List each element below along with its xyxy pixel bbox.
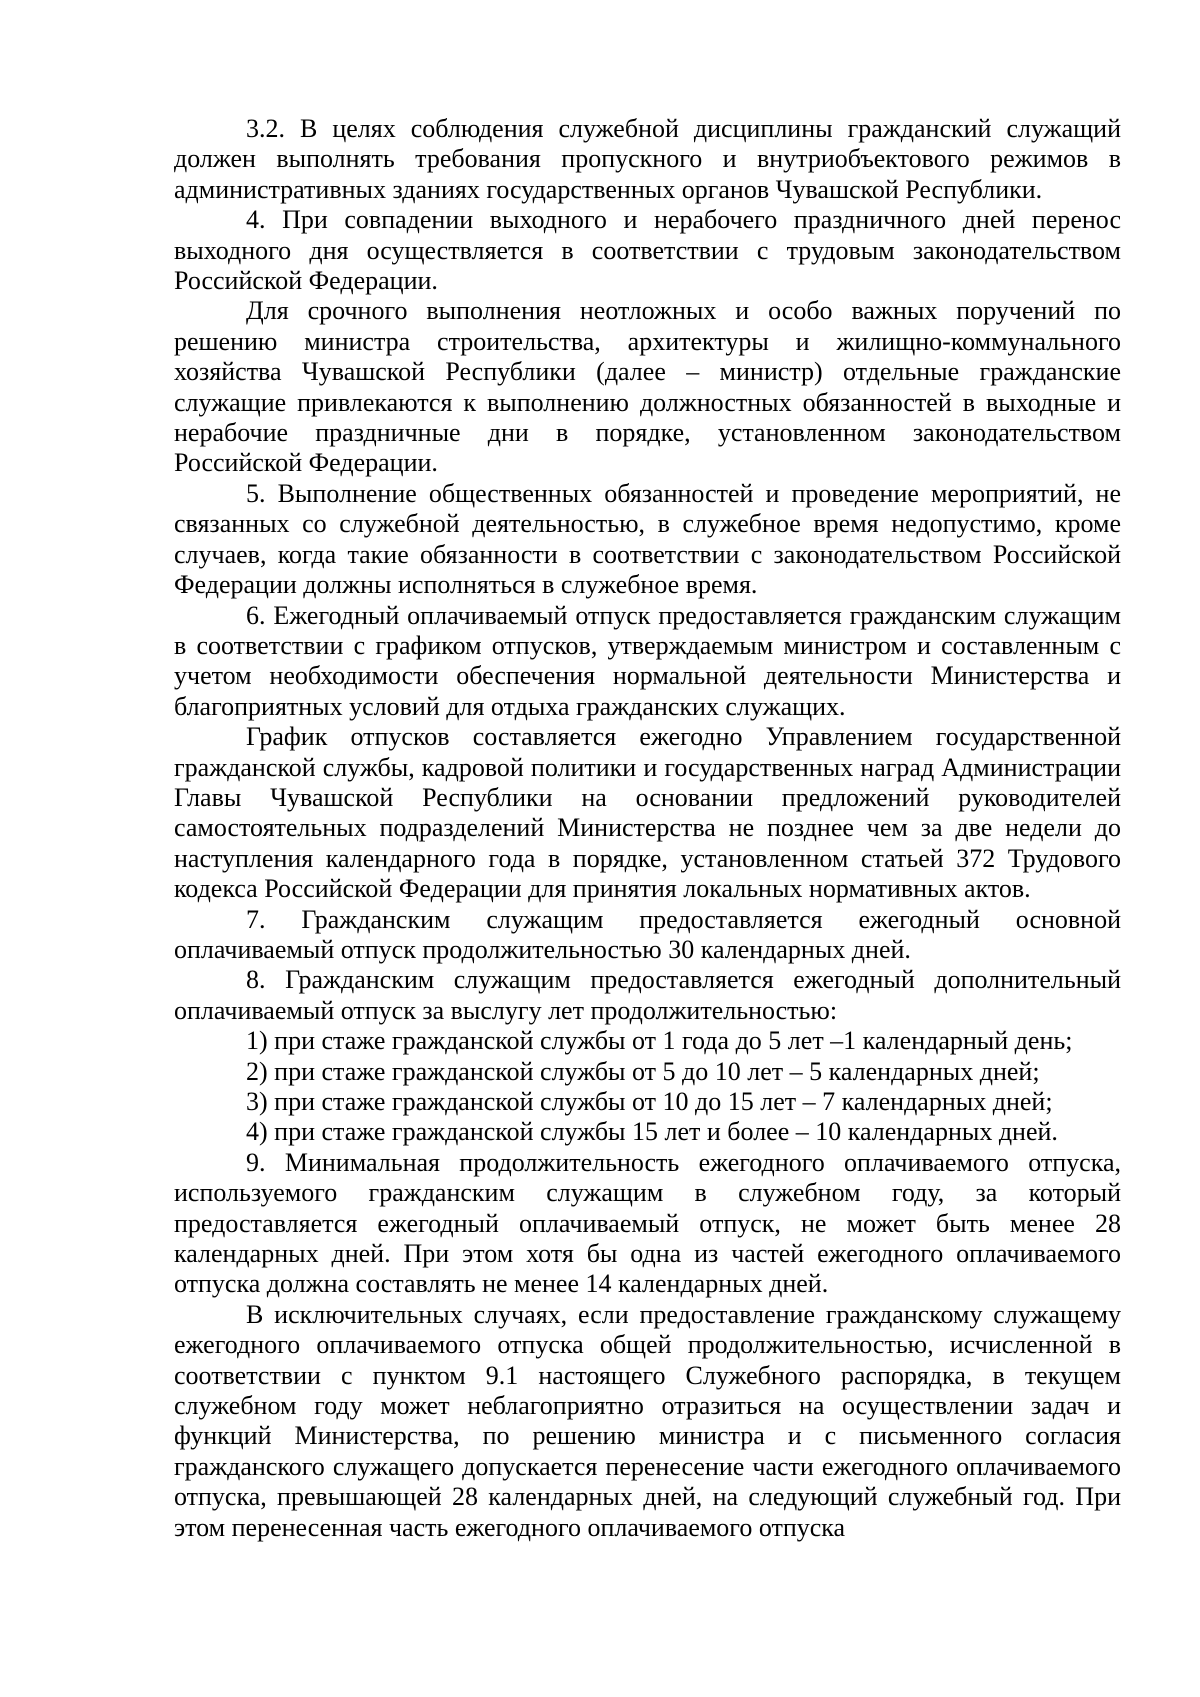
paragraph-exceptional-cases: В исключительных случаях, если предоставление гражданскому служащему ежегодного оплачиваемого отпуска общей продолжительностью, исчисленной в соответствии с пунктом 9.1 настоящего Служебного распорядка, в текущем служебном году может неблагоприятно отразиться на осуществлении задач и функций Министерства, по решению министра и с письменного согласия гражданского служащего допускается перенесение части ежегодного оплачиваемого отпуска, превышающей 28 календарных дней, на следующий служебный год. При этом перенесенная часть ежегодного оплачиваемого отпуска <box>174 1299 1121 1542</box>
paragraph-7: 7. Гражданским служащим предоставляется ежегодный основной оплачиваемый отпуск продолжительностью 30 календарных дней. <box>174 904 1121 964</box>
paragraph-9: 9. Минимальная продолжительность ежегодного оплачиваемого отпуска, используемого гражданским служащим в служебном году, за который предоставляется ежегодный оплачиваемый отпуск, не может быть менее 28 календарных дней. При этом хотя бы одна из частей ежегодного оплачиваемого отпуска должна составлять не менее 14 календарных дней. <box>174 1147 1121 1299</box>
paragraph-6: 6. Ежегодный оплачиваемый отпуск предоставляется гражданским служащим в соответствии с графиком отпусков, утверждаемым министром и составленным с учетом необходимости обеспечения нормальной деятельности Министерства и благоприятных условий для отдыха гражданских служащих. <box>174 600 1121 721</box>
paragraph-8: 8. Гражданским служащим предоставляется ежегодный дополнительный оплачиваемый отпуск за выслугу лет продолжительностью: <box>174 965 1121 1025</box>
list-item-2: 2) при стаже гражданской службы от 5 до 10 лет – 5 календарных дней; <box>246 1056 1040 1086</box>
paragraph-3-2: 3.2. В целях соблюдения служебной дисциплины гражданский служащий должен выполнять требования пропускного и внутриобъектового режимов в административных зданиях государственных органов Чувашской Республики. <box>174 114 1121 204</box>
paragraph-5: 5. Выполнение общественных обязанностей и проведение мероприятий, не связанных со служебной деятельностью, в служебное время недопустимо, кроме случаев, когда такие обязанности в соответствии с законодательством Российской Федерации должны исполняться в служебное время. <box>174 478 1121 600</box>
list-item-4: 4) при стаже гражданской службы 15 лет и более – 10 календарных дней. <box>246 1117 1058 1147</box>
list-item-1: 1) при стаже гражданской службы от 1 года до 5 лет –1 календарный день; <box>246 1026 1073 1056</box>
document-body <box>174 114 1121 1543</box>
paragraph-vacation-schedule: График отпусков составляется ежегодно Управлением государственной гражданской службы, кадровой политики и государственных наград Администрации Главы Чувашской Республики на основании предложений руководителей самостоятельных подразделений Министерства не позднее чем за две недели до наступления календарного года в порядке, установленном статьей 372 Трудового кодекса Российской Федерации для принятия локальных нормативных актов. <box>174 722 1121 904</box>
list-item-3: 3) при стаже гражданской службы от 10 до 15 лет – 7 календарных дней; <box>246 1087 1053 1116</box>
paragraph-urgent-duties: Для срочного выполнения неотложных и особо важных поручений по решению министра строительства, архитектуры и жилищно-коммунального хозяйства Чувашской Республики (далее – министр) отдельные гражданские служащие привлекаются к выполнению должностных обязанностей в выходные и нерабочие праздничные дни в порядке, установленном законодательством Российской Федерации. <box>174 296 1121 478</box>
paragraph-4: 4. При совпадении выходного и нерабочего праздничного дней перенос выходного дня осуществляется в соответствии с трудовым законодательством Российской Федерации. <box>174 205 1121 296</box>
